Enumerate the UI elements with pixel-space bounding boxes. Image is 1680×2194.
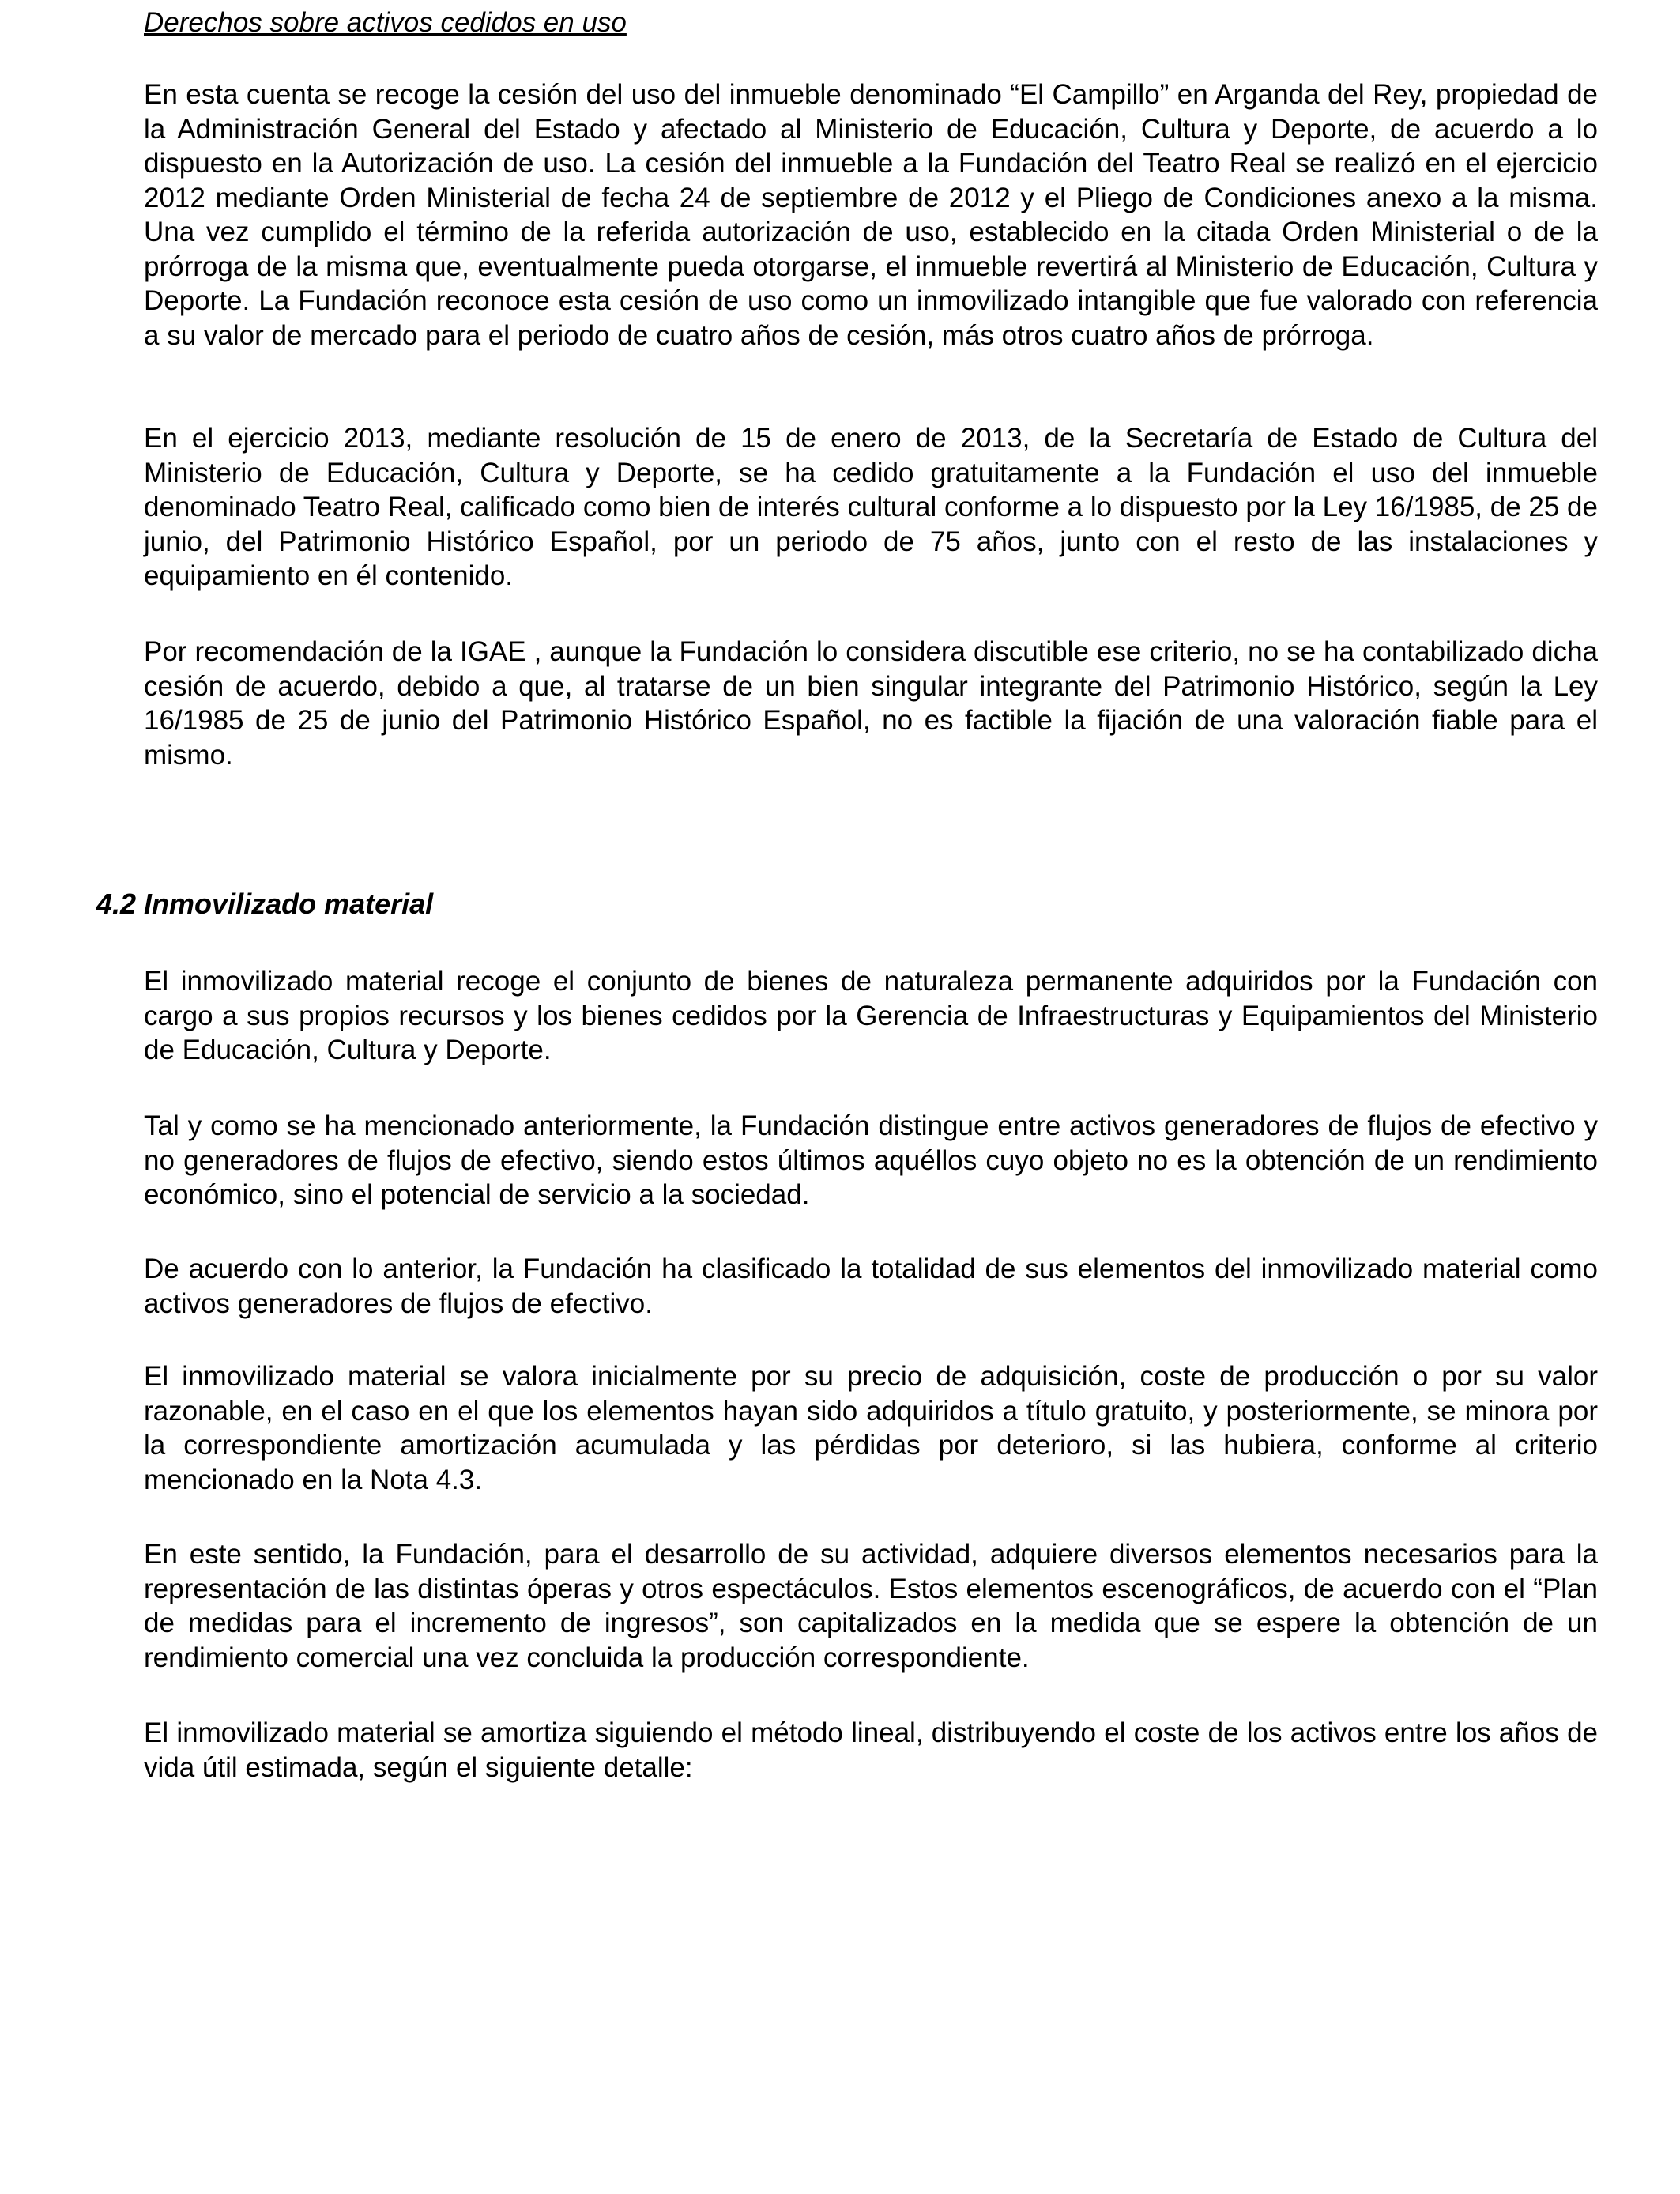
- paragraph-inmovilizado-definition: El inmovilizado material recoge el conjunto de bienes de naturaleza permanente adquiridos por la Fundación con cargo a sus propios recursos y los bienes cedidos por la Gerencia de Infraestructuras y Equipamientos del Ministerio de Educación, Cultura y Deporte.: [144, 966, 1598, 1065]
- paragraph-elementos-escenograficos: En este sentido, la Fundación, para el desarrollo de su actividad, adquiere diversos elementos necesarios para la representación de las distintas óperas y otros espectáculos. Estos elementos escenográficos, de acuerdo con el “Plan de medidas para el incremento de ingresos”, son capitalizados en la medida que se espere la obtención de un rendimiento comercial una vez concluida la producción correspondiente.: [144, 1539, 1598, 1673]
- paragraph-valoracion: El inmovilizado material se valora inicialmente por su precio de adquisición, coste de producción o por su valor razonable, en el caso en el que los elementos hayan sido adquiridos a título gratuito, y posteriormente, se minora por la correspondiente amortización acumulada y las pérdidas por deterioro, si las hubiera, conforme al criterio mencionado en la Nota 4.3.: [144, 1361, 1598, 1495]
- paragraph-generadores-flujos: Tal y como se ha mencionado anteriormente, la Fundación distingue entre activos generadores de flujos de efectivo y no generadores de flujos de efectivo, siendo estos últimos aquéllos cuyo objeto no es la obtención de un rendimiento económico, sino el potencial de servicio a la sociedad.: [144, 1110, 1598, 1210]
- subsection-heading: Derechos sobre activos cedidos en uso: [144, 7, 627, 38]
- paragraph-teatro-real-cession: En el ejercicio 2013, mediante resolución de 15 de enero de 2013, de la Secretaría de Estado de Cultura del Ministerio de Educación, Cultura y Deporte, se ha cedido gratuitamente a la Fundación el uso del inmueble denominado Teatro Real, calificado como bien de interés cultural conforme a lo dispuesto por la Ley 16/1985, de 25 de junio, del Patrimonio Histórico Español, por un periodo de 75 años, junto con el resto de las instalaciones y equipamiento en él contenido.: [144, 423, 1598, 591]
- paragraph-clasificacion: De acuerdo con lo anterior, la Fundación ha clasificado la totalidad de sus elementos del inmovilizado material como activos generadores de flujos de efectivo.: [144, 1253, 1598, 1319]
- paragraph-amortizacion: El inmovilizado material se amortiza siguiendo el método lineal, distribuyendo el coste de los activos entre los años de vida útil estimada, según el siguiente detalle:: [144, 1717, 1598, 1783]
- section-title: 4.2 Inmovilizado material: [96, 888, 434, 920]
- paragraph-igae-recommendation: Por recomendación de la IGAE , aunque la Fundación lo considera discutible ese criterio, no se ha contabilizado dicha cesión de acuerdo, debido a que, al tratarse de un bien singular integrante del Patrimonio Histórico, según la Ley 16/1985 de 25 de junio del Patrimonio Histórico Español, no es factible la fijación de una valoración fiable para el mismo.: [144, 636, 1598, 771]
- paragraph-campillo-cession: En esta cuenta se recoge la cesión del uso del inmueble denominado “El Campillo” en Arganda del Rey, propiedad de la Administración General del Estado y afectado al Ministerio de Educación, Cultura y Deporte, de acuerdo a lo dispuesto en la Autorización de uso. La cesión del inmueble a la Fundación del Teatro Real se realizó en el ejercicio 2012 mediante Orden Ministerial de fecha 24 de septiembre de 2012 y el Pliego de Condiciones anexo a la misma. Una vez cumplido el término de la referida autorización de uso, establecido en la citada Orden Ministerial o de la prórroga de la misma que, eventualmente pueda otorgarse, el inmueble revertirá al Ministerio de Educación, Cultura y Deporte. La Fundación reconoce esta cesión de uso como un inmovilizado intangible que fue valorado con referencia a su valor de mercado para el periodo de cuatro años de cesión, más otros cuatro años de prórroga.: [144, 79, 1598, 351]
